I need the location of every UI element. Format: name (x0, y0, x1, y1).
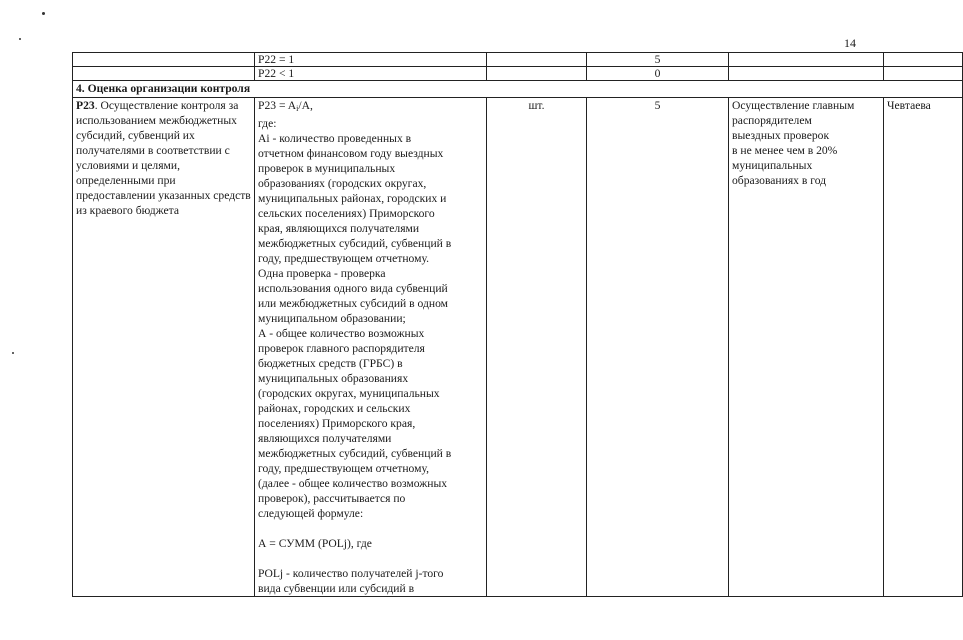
text-line: муниципальных районах, городских и (258, 192, 447, 205)
indicator-code: P23 (76, 99, 95, 112)
text-line: (городских округах, муниципальных (258, 387, 440, 400)
empty-cell (487, 53, 587, 67)
text-line: муниципальных образованиях (258, 372, 409, 385)
text-line: бюджетных средств (ГРБС) в (258, 357, 403, 370)
sum-formula: А = СУММ (POLj), где (258, 537, 372, 550)
page-number: 14 (844, 36, 856, 50)
value-cell: 0 (587, 67, 729, 81)
scan-speck (12, 352, 14, 354)
formula-description-cell (255, 98, 487, 597)
text-line: проверок в муниципальных (258, 162, 396, 175)
value-cell: 5 (587, 53, 729, 67)
text-line: (далее - общее количество возможных (258, 477, 448, 490)
text-line: межбюджетных субсидий, субвенций в (258, 237, 452, 250)
text-line: году, предшествующем отчетному. (258, 252, 429, 265)
text-line: использования одного вида субвенций (258, 282, 448, 295)
text-line: Осуществление главным (732, 99, 855, 112)
text-line: Одна проверка - проверка (258, 267, 386, 280)
spacer (258, 551, 483, 566)
text-line: POLj - количество получателей j-того (258, 567, 444, 580)
text-line: межбюджетных субсидий, субвенций в (258, 447, 452, 460)
indicator-name-cell (73, 98, 255, 597)
section-header-row (73, 81, 963, 98)
text-line: Ai - количество проведенных в (258, 132, 412, 145)
formula-lhs: P23 = A (258, 99, 297, 112)
responsible-cell: Чевтаева (884, 98, 963, 597)
formula-line (258, 98, 483, 116)
indicator-name: . Осуществление контроля за использованием межбюджетных субсидий, субвенций их получателями в соответствии с условиями и целями, определенными при предоставлении указанных средств из краевого бюджета (76, 99, 251, 217)
table-row (73, 53, 963, 67)
table-row (73, 98, 963, 597)
formula-explanation (258, 116, 483, 521)
text-line: являющихся получателями (258, 432, 392, 445)
note-cell (729, 98, 884, 597)
unit-cell: шт. (487, 98, 587, 597)
formula-subscript: i (296, 104, 299, 113)
text-line: проверок), рассчитывается по (258, 492, 406, 505)
text-line: в не менее чем в 20% (732, 144, 838, 157)
text-line: муниципальных (732, 159, 813, 172)
text-line: вида субвенции или субсидий в (258, 582, 415, 595)
text-line: году, предшествующем отчетному, (258, 462, 429, 475)
pol-explanation (258, 566, 483, 596)
text-line: или межбюджетных субсидий в одном (258, 297, 449, 310)
text-line: следующей формуле: (258, 507, 364, 520)
formula-cell: P22 = 1 (255, 53, 487, 67)
text-line: муниципальном образовании; (258, 312, 406, 325)
text-line: распорядителем (732, 114, 812, 127)
text-line: А - общее количество возможных (258, 327, 425, 340)
indicators-table (72, 52, 963, 597)
text-line: выездных проверок (732, 129, 830, 142)
empty-cell (729, 67, 884, 81)
scan-speck (42, 12, 45, 15)
text-line: где: (258, 117, 277, 130)
empty-cell (729, 53, 884, 67)
text-line: поселениях) Приморского края, (258, 417, 416, 430)
table-row (73, 67, 963, 81)
text-line: образованиях (городских округах, (258, 177, 427, 190)
empty-cell (487, 67, 587, 81)
empty-cell (884, 67, 963, 81)
section-title: 4. Оценка организации контроля (73, 81, 963, 98)
text-line: края, являющихся получателями (258, 222, 420, 235)
empty-cell (73, 67, 255, 81)
spacer (258, 521, 483, 536)
text-line: сельских поселениях) Приморского (258, 207, 435, 220)
value-cell: 5 (587, 98, 729, 597)
formula-cell: P22 < 1 (255, 67, 487, 81)
text-line: районах, городских и сельских (258, 402, 411, 415)
empty-cell (73, 53, 255, 67)
text-line: образованиях в год (732, 174, 827, 187)
scan-speck (19, 38, 21, 40)
note-text (732, 98, 880, 188)
text-line: отчетном финансовом году выездных (258, 147, 444, 160)
formula-rest: /A, (298, 99, 313, 112)
text-line: проверок главного распорядителя (258, 342, 425, 355)
empty-cell (884, 53, 963, 67)
